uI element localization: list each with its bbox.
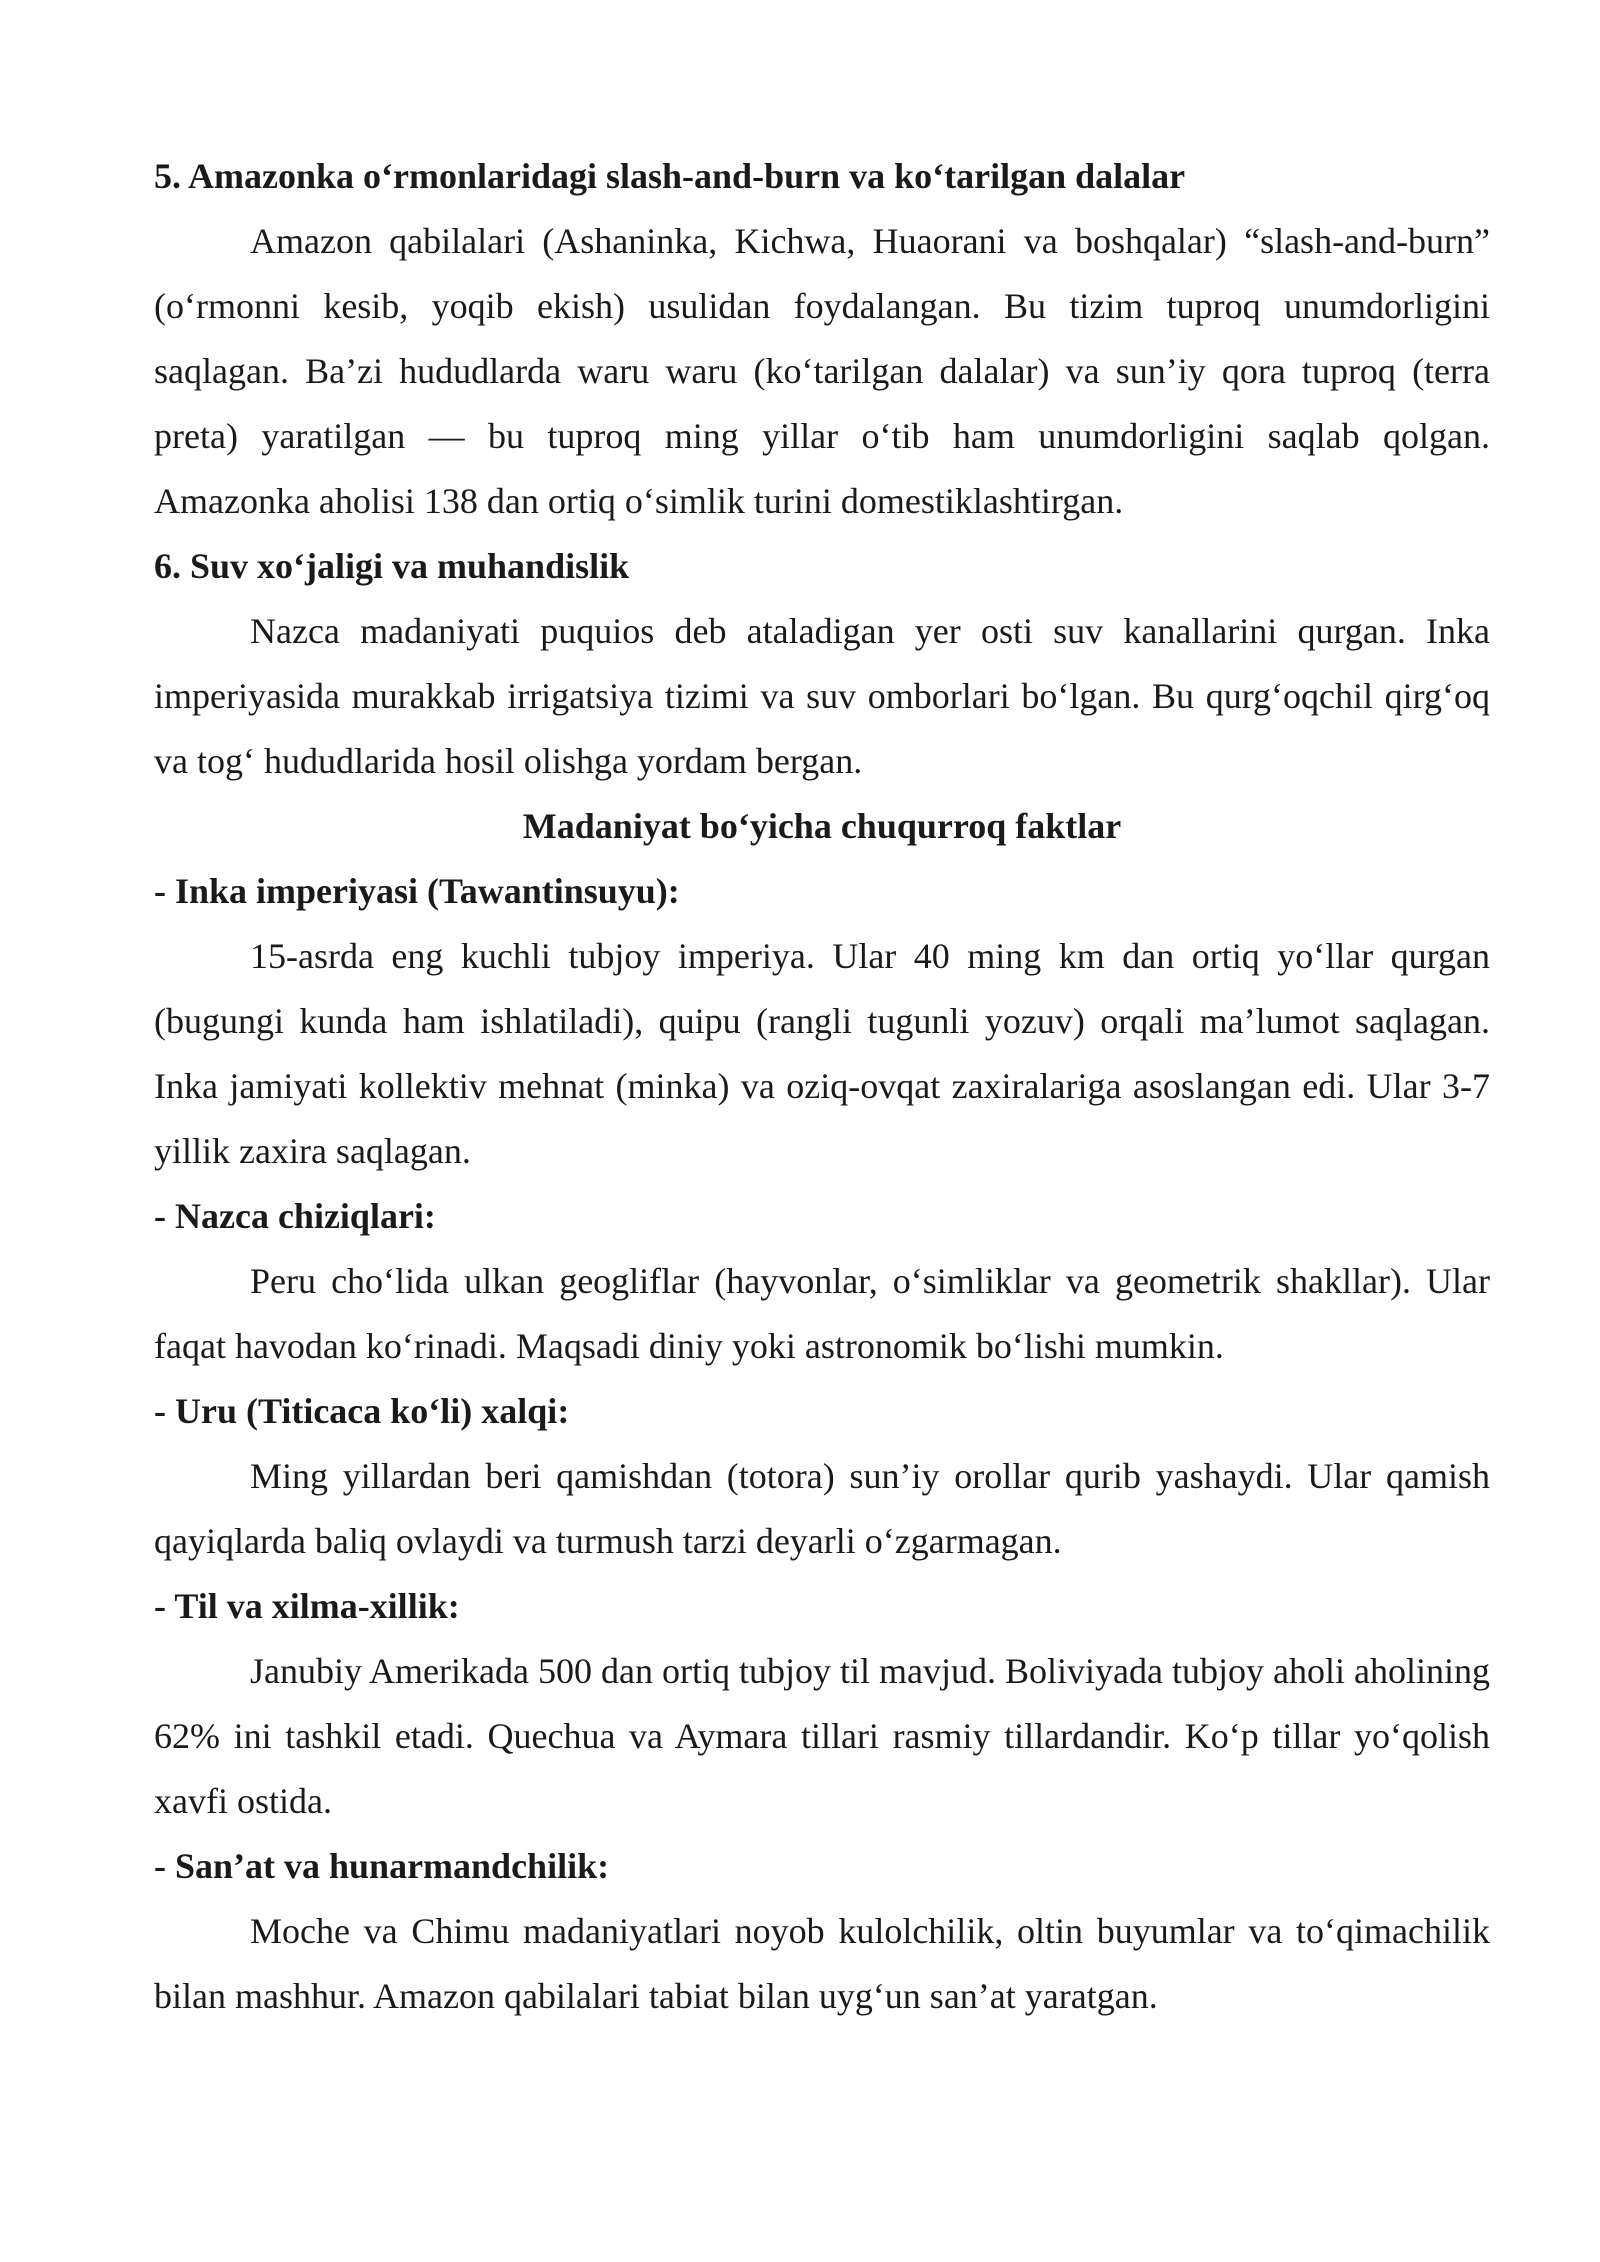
fact-heading-inca: - Inka imperiyasi (Tawantinsuyu): — [154, 871, 680, 911]
fact-heading-language: - Til va xilma-xillik: — [154, 1586, 460, 1626]
fact-paragraph-language: Janubiy Amerikada 500 dan ortiq tubjoy til mavjud. Boliviyada tubjoy aholi aholining 62% ini tashkil etadi. Quechua va Aymara tillari rasmiy tillardandir. Ko‘p tillar yo‘qolish xavfi ostida. — [154, 1651, 1490, 1821]
section-paragraph-water: Nazca madaniyati puquios deb ataladigan yer osti suv kanallarini qurgan. Inka imperiyasida murakkab irrigatsiya tizimi va suv omborlari bo‘lgan. Bu qurg‘oqchil qirg‘oq va tog‘ hududlarida hosil olishga yordam bergan. — [154, 611, 1490, 781]
section-heading-amazon: 5. Amazonka o‘rmonlaridagi slash-and-burn va ko‘tarilgan dalalar — [154, 156, 1186, 196]
fact-paragraph-uru: Ming yillardan beri qamishdan (totora) sun’iy orollar qurib yashaydi. Ular qamish qayiqlarda baliq ovlaydi va turmush tarzi deyarli o‘zgarmagan. — [154, 1456, 1490, 1561]
fact-paragraph-art: Moche va Chimu madaniyatlari noyob kulolchilik, oltin buyumlar va to‘qimachilik bilan mashhur. Amazon qabilalari tabiat bilan uyg‘un san’at yaratgan. — [154, 1911, 1490, 2016]
fact-heading-nazca: - Nazca chiziqlari: — [154, 1196, 436, 1236]
fact-heading-uru: - Uru (Titicaca ko‘li) xalqi: — [154, 1391, 570, 1431]
section-heading-water: 6. Suv xo‘jaligi va muhandislik — [154, 546, 630, 586]
fact-heading-art: - San’at va hunarmandchilik: — [154, 1846, 610, 1886]
fact-paragraph-nazca: Peru cho‘lida ulkan geogliflar (hayvonlar, o‘simliklar va geometrik shakllar). Ular faqat havodan ko‘rinadi. Maqsadi diniy yoki astronomik bo‘lishi mumkin. — [154, 1261, 1490, 1366]
facts-title: Madaniyat bo‘yicha chuqurroq faktlar — [522, 806, 1122, 846]
document-page — [154, 144, 1490, 2029]
section-paragraph-amazon: Amazon qabilalari (Ashaninka, Kichwa, Huaorani va boshqalar) “slash-and-burn” (o‘rmonni kesib, yoqib ekish) usulidan foydalangan. Bu tizim tuproq unumdorligini saqlagan. Ba’zi hududlarda waru waru (ko‘tarilgan dalalar) va sun’iy qora tuproq (terra preta) yaratilgan — bu tuproq ming yillar o‘tib ham unumdorligini saqlab qolgan. Amazonka aholisi 138 dan ortiq o‘simlik turini domestiklashtirgan. — [154, 221, 1490, 521]
fact-paragraph-inca: 15-asrda eng kuchli tubjoy imperiya. Ular 40 ming km dan ortiq yo‘llar qurgan (bugungi kunda ham ishlatiladi), quipu (rangli tugunli yozuv) orqali ma’lumot saqlagan. Inka jamiyati kollektiv mehnat (minka) va oziq-ovqat zaxiralariga asoslangan edi. Ular 3-7 yillik zaxira saqlagan. — [154, 936, 1490, 1171]
